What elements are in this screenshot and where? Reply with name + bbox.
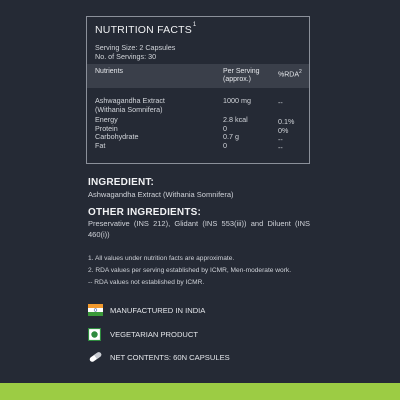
header-rda: %RDA$^2$: [278, 69, 302, 79]
feature-label: VEGETARIAN PRODUCT: [110, 330, 199, 339]
ingredient-text: Ashwagandha Extract (Withania Somnifera): [88, 190, 234, 199]
feature-label: MANUFACTURED IN INDIA: [110, 306, 206, 315]
header-per-serving-sub: (approx.): [223, 76, 252, 83]
other-ingredients-heading: OTHER INGREDIENTS:: [88, 207, 202, 218]
feature-label: NET CONTENTS: 60N CAPSULES: [110, 353, 230, 362]
servings-count: No. of Servings: 30: [95, 52, 157, 61]
other-ingredients-text: Preservative (INS 212), Glidant (INS 553(iii)) and Diluent (INS 460(i)): [88, 219, 310, 239]
header-nutrients: Nutrients: [95, 68, 124, 75]
ingredient-heading: INGREDIENT:: [88, 177, 155, 188]
footnote-2: 2. RDA values per serving established by ICMR, Men-moderate work.: [88, 267, 292, 274]
vegetarian-icon: [88, 328, 101, 341]
table-header: [87, 64, 309, 88]
title-footnote-mark: 1: [192, 22, 197, 28]
footnote-1: 1. All values under nutrition facts are approximate.: [88, 255, 235, 262]
nutrition-facts-title: NUTRITION FACTS$^1$: [95, 22, 197, 36]
serving-size: Serving Size: 2 Capsules: [95, 43, 176, 52]
nutrition-facts-panel: NUTRITION FACTS$^1$ Serving Size: 2 Capsules No. of Servings: 30 Nutrients Per Serving (approx.) %RDA$^2$ Ashwagandha Extract (Withania Somnifera) 1000 mg -- Energy 2.8 kcal 0.1% Protein 0 0% Carbohydrate 0.7 g -- Fat 0 --: [86, 16, 310, 164]
footnote-3: -- RDA values not established by ICMR.: [88, 279, 205, 286]
accent-bar: [0, 383, 400, 400]
capsule-icon: [88, 351, 103, 363]
india-flag-icon: [88, 304, 103, 316]
header-per-serving: Per Serving: [223, 68, 260, 75]
